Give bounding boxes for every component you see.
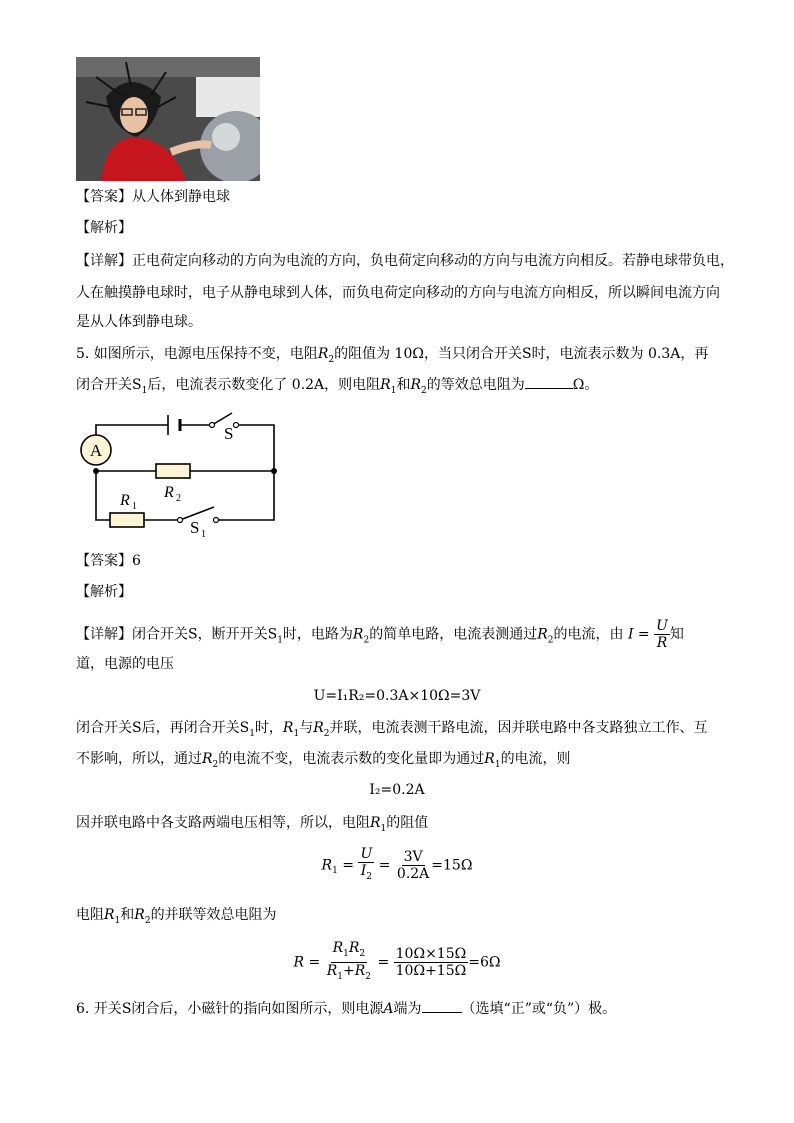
r2-label: R <box>164 484 174 501</box>
answer-text: 从人体到静电球 <box>132 189 230 205</box>
q5-question-line-2: 闭合开关$S_1$后，电流表示数变化了 0.2A，则电阻$R_1$和$R_2$的等效总电阻为 Ω。 <box>76 377 599 396</box>
q5-answer-line: 【答案】6 <box>76 553 141 569</box>
q4-detail-line-3: 是从人体到静电球。 <box>76 314 202 330</box>
q4-analysis-tag: 【解析】 <box>76 220 132 236</box>
answer-tag: 【答案】 <box>76 189 132 205</box>
q4-detail-line-1: 【详解】正电荷定向移动的方向为电流的方向，负电荷定向移动的方向与电流方向相反。若静电球带负电， <box>76 253 734 269</box>
ammeter-label: A <box>89 441 103 460</box>
ohm-law-fraction: $\frac{U}{R}$ <box>656 618 668 651</box>
svg-text:1: 1 <box>132 501 137 512</box>
q5-detail-line-3: 闭合开关S后，再闭合开关$S_1$时，$R_1$与$R_2$并联，电流表测干路电流，因并联电路中各支路独立工作、互 <box>76 720 708 739</box>
q5-detail-line-5: 因并联电路中各支路两端电压相等，所以，电阻$R_1$的阻值 <box>76 815 429 834</box>
q5-detail-line-2: 道，电源的电压 <box>76 656 174 672</box>
answer-blank <box>525 376 573 389</box>
q4-answer-line <box>76 188 230 206</box>
q5-detail-line-4: 不影响，所以，通过$R_2$的电流不变，电流表示数的变化量即为通过$R_1$的电流，则 <box>76 751 571 770</box>
equation-3: $R_1$ = $\frac{U}{I_2}$ = $\frac{3V}{0.2A}$ =15Ω <box>321 846 473 882</box>
switch-s-label: S <box>224 424 234 443</box>
q6-question-line: 6. 开关S闭合后，小磁针的指向如图所示，则电源A端为 （选填“正”或“负”）极。 <box>76 1001 617 1017</box>
answer-blank <box>422 1000 462 1013</box>
equation-1: U=I₁R₂=0.3A×10Ω=3V <box>313 688 481 704</box>
photo <box>76 57 260 181</box>
girl-touching-electrostatic-ball-photo <box>76 57 260 181</box>
resistor-r2-icon <box>156 464 190 478</box>
resistor-r1-icon <box>110 513 144 527</box>
circuit-diagram <box>76 405 286 544</box>
switch-s1-label: S <box>190 518 200 537</box>
equation-2: I₂=0.2A <box>369 782 425 798</box>
equation-4: R = $\frac{R_1R_2}{R_1+R_2}$ = $\frac{10\Omega\times 15\Omega}{10\Omega+15\Omega}$ =6Ω <box>293 940 501 982</box>
q5-detail-line-6: 电阻$R_1$和$R_2$的并联等效总电阻为 <box>76 907 277 926</box>
r1-label: R <box>120 492 130 509</box>
q5-analysis-tag: 【解析】 <box>76 584 132 600</box>
svg-text:1: 1 <box>201 529 206 540</box>
q5-question-line-1: 5. 如图所示，电源电压保持不变，电阻$R_2$的阻值为 10Ω，当只闭合开关S时，电流表示数为 0.3A，再 <box>76 346 709 365</box>
svg-text:2: 2 <box>176 493 181 504</box>
q5-detail-line-1: 【详解】闭合开关S，断开开关$S_1$时，电路为$R_2$的简单电路，电流表测通过$R_2$的电流，由 I = $\frac{U}{R}$ 知 <box>76 618 684 651</box>
q4-detail-line-2: 人在触摸静电球时，电子从静电球到人体，而负电荷定向移动的方向与电流方向相反，所以瞬间电流方向 <box>76 285 720 301</box>
